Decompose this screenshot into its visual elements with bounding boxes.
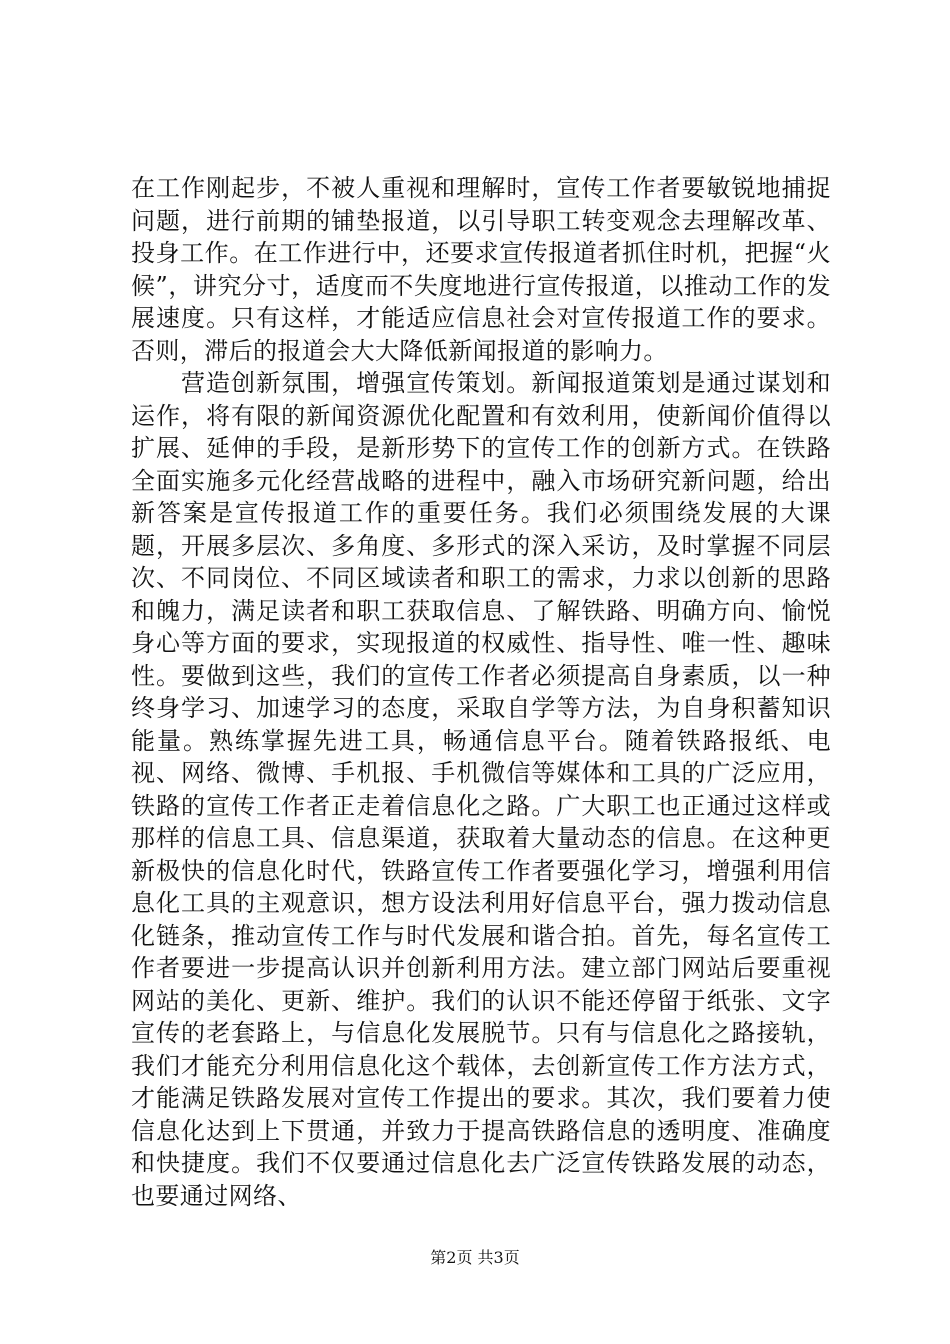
page-number-label: 第2页 共3页 [430,1248,520,1267]
paragraph-2: 营造创新氛围，增强宣传策划。新闻报道策划是通过谋划和运作，将有限的新闻资源优化配置和有效利用，使新闻价值得以扩展、延伸的手段，是新形势下的宣传工作的创新方式。在铁路全面实施多元化经营战略的进程中，融入市场研究新问题，给出新答案是宣传报道工作的重要任务。我们必须围绕发展的大课题，开展多层次、多角度、多形式的深入采访，及时掌握不同层次、不同岗位、不同区域读者和职工的需求，力求以创新的思路和魄力，满足读者和职工获取信息、了解铁路、明确方向、愉悦身心等方面的要求，实现报道的权威性、指导性、唯一性、趣味性。要做到这些，我们的宣传工作者必须提高自身素质，以一种终身学习、加速学习的态度，采取自学等方法，为自身积蓄知识能量。熟练掌握先进工具，畅通信息平台。随着铁路报纸、电视、网络、微博、手机报、手机微信等媒体和工具的广泛应用，铁路的宣传工作者正走着信息化之路。广大职工也正通过这样或那样的信息工具、信息渠道，获取着大量动态的信息。在这种更新极快的信息化时代，铁路宣传工作者要强化学习，增强利用信息化工具的主观意识，想方设法利用好信息平台，强力拨动信息化链条，推动宣传工作与时代发展和谐合拍。首先，每名宣传工作者要进一步提高认识并创新利用方法。建立部门网站后要重视网站的美化、更新、维护。我们的认识不能还停留于纸张、文字宣传的老套路上，与信息化发展脱节。只有与信息化之路接轨，我们才能充分利用信息化这个载体，去创新宣传工作方法方式，才能满足铁路发展对宣传工作提出的要求。其次，我们要着力使信息化达到上下贯通，并致力于提高铁路信息的透明度、准确度和快捷度。我们不仅要通过信息化去广泛宣传铁路发展的动态，也要通过网络、 [131,369,831,1210]
document-body [131,172,831,1212]
page-footer [0,1245,950,1268]
paragraph-1: 在工作刚起步，不被人重视和理解时，宣传工作者要敏锐地捕捉问题，进行前期的铺垫报道，以引导职工转变观念去理解改革、投身工作。在工作进行中，还要求宣传报道者抓住时机，把握“火候”，讲究分寸，适度而不失度地进行宣传报道，以推动工作的发展速度。只有这样，才能适应信息社会对宣传报道工作的要求。否则，滞后的报道会大大降低新闻报道的影响力。 [131,174,831,365]
